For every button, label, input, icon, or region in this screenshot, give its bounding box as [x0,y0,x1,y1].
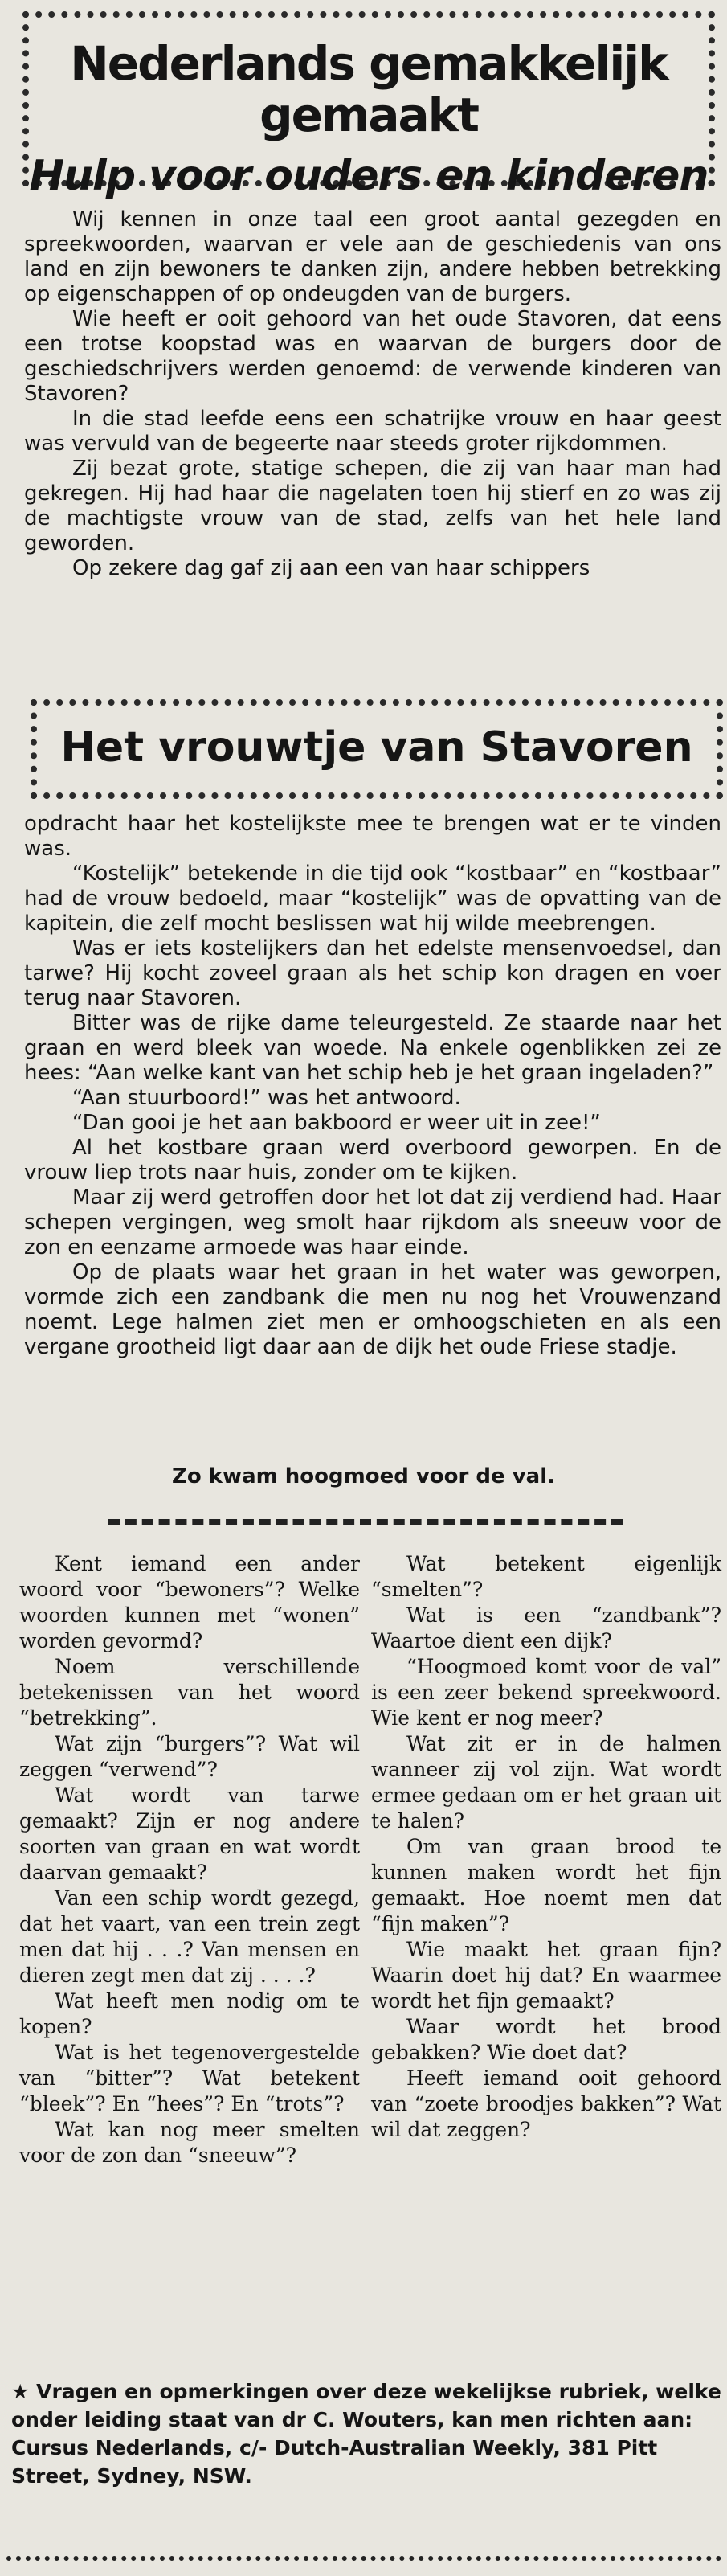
question: Wat wordt van tarwe gemaakt? Zijn er nog andere soorten van graan en wat wordt daarvan gemaakt? [19,1784,360,1884]
paragraph: Op zekere dag gaf zij aan een van haar schippers [72,556,590,580]
question: Wat heeft men nodig om te kopen? [19,1989,360,2038]
paragraph: Al het kostbare graan werd overboord geworpen. En de vrouw liep trots naar huis, zonder om te kijken. [24,1136,721,1185]
question: “Hoogmoed komt voor de val” is een zeer bekend spreekwoord. Wie kent er nog meer? [371,1655,721,1730]
paragraph: Maar zij werd getroffen door het lot dat zij verdiend had. Haar schepen vergingen, weg smolt haar rijkdom als sneeuw voor de zon en eenzame armoede was haar einde. [24,1186,721,1259]
story-title: Het vrouwtje van Stavoren [60,723,693,772]
paragraph: Op de plaats waar het graan in het water was geworpen, vormde zich een zandbank die men nu nog het Vrouwenzand noemt. Lege halmen ziet men er omhoogschieten en als een vergane grootheid ligt daar aan de dijk het oude Friese stadje. [24,1260,721,1359]
paragraph: Wie heeft er ooit gehoord van het oude Stavoren, dat eens een trotse koopstad was en waarvan de burgers door de geschiedschrijvers werden genoemd: de verwende kinderen van Stavoren? [24,307,721,406]
paragraph: opdracht haar het kostelijkste mee te brengen wat er te vinden was. [24,812,721,861]
paragraph: Bitter was de rijke dame teleurgesteld. Ze staarde naar het graan en werd bleek van woede. Na enkele ogenblikken zei ze hees: “Aan welke kant van het schip heb je het graan ingeladen?” [24,1011,721,1085]
question: Om van graan brood te kunnen maken wordt het fijn gemaakt. Hoe noemt men dat “fijn maken”? [371,1835,721,1935]
questions-right-column [371,1551,721,2143]
story-text [24,812,721,1360]
paragraph: Wij kennen in onze taal een groot aantal gezegden en spreekwoorden, waarvan er vele aan de geschiedenis van ons land en zijn bewoners te danken zijn, andere hebben betrekking op eigenschappen of op ondeugden van de burgers. [24,207,721,306]
question: Waar wordt het brood gebakken? Wie doet dat? [371,2015,721,2064]
bottom-dotted-rule [6,2556,721,2561]
question: Noem verschillende betekenissen van het woord “betrekking”. [19,1655,360,1730]
page-subtitle: Hulp voor ouders en kinderen [29,151,709,200]
questions-left-column [19,1551,360,2169]
header-box [22,11,715,200]
question: Wat zit er in de halmen wanneer zij vol zijn. Wat wordt ermee gedaan om er het graan uit te halen? [371,1732,721,1833]
paragraph: “Kostelijk” betekende in die tijd ook “kostbaar” en “kostbaar” had de vrouw bedoeld, maar “kostelijk” was de opvatting van de kapitein, die zelf mocht beslissen wat hij wilde meebrengen. [24,862,721,936]
page-title: Nederlands gemakkelijk gemaakt [70,36,668,142]
paragraph: “Aan stuurboord!” was het antwoord. [72,1086,461,1110]
question: Van een schip wordt gezegd, dat het vaart, van een trein zegt men dat hij . . .? Van mensen en dieren zegt men dat zij . . . .? [19,1886,360,1987]
question: Wie maakt het graan fijn? Waarin doet hij dat? En waarmee wordt het fijn gemaakt? [371,1938,721,2013]
question: Heeft iemand ooit gehoord van “zoete broodjes bakken”? Wat wil dat zeggen? [371,2066,721,2141]
intro-text [24,207,721,581]
question: Wat is het tegenovergestelde van “bitter”? Wat betekent “bleek”? En “hees”? En “trots”? [19,2041,360,2115]
paragraph: “Dan gooi je het aan bakboord er weer uit in zee!” [72,1111,601,1135]
paragraph: In die stad leefde eens een schatrijke vrouw en haar geest was vervuld van de begeerte naar steeds groter rijkdommen. [24,407,721,456]
question: Wat zijn “burgers”? Wat wil zeggen “verwend”? [19,1732,360,1781]
story-title-box [31,699,723,799]
paragraph: Zij bezat grote, statige schepen, die zij van haar man had gekregen. Hij had haar die nagelaten toen hij stierf en zo was zij de machtigste vrouw van de stad, zelfs van het hele land geworden. [24,457,721,555]
dashed-divider [108,1519,623,1525]
question: Wat kan nog meer smelten voor de zon dan “sneeuw”? [19,2118,360,2167]
question: Wat is een “zandbank”? Waartoe dient een dijk? [371,1603,721,1652]
contact-notice: ★ Vragen en opmerkingen over deze wekelijkse rubriek, welke onder leiding staat van dr C. Wouters, kan men richten aan: Cursus Nederlands, c/- Dutch-Australian Weekly, 381 Pitt Street, Sydney, NSW. [11,2380,721,2488]
paragraph: Was er iets kostelijkers dan het edelste mensenvoedsel, dan tarwe? Hij kocht zoveel graan als het schip kon dragen en voer terug naar Stavoren. [24,936,721,1010]
moral-line: Zo kwam hoogmoed voor de val. [172,1464,555,1489]
question: Wat betekent eigenlijk “smelten”? [371,1552,721,1601]
question: Kent iemand een ander woord voor “bewoners”? Welke woorden kunnen met “wonen” worden gevormd? [19,1552,360,1652]
